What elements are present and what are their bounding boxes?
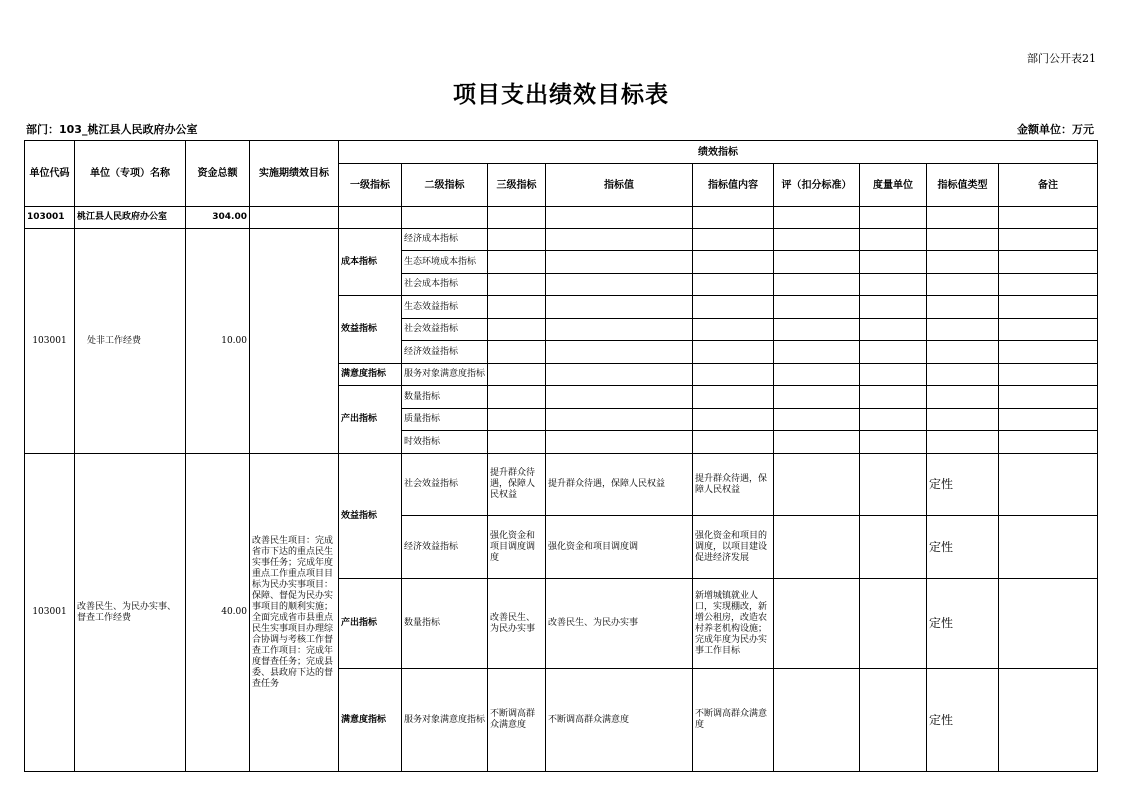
header-type: 指标值类型 [927,164,999,207]
project1-level2: 质量指标 [402,409,488,431]
project1-level2: 社会成本指标 [402,274,488,296]
project2-level3: 提升群众待遇，保障人民权益 [488,454,546,516]
project1-level1-output: 产出指标 [339,386,402,454]
header-level3: 三级指标 [488,164,546,207]
project2-name: 改善民生、为民办实事、督查工作经费 [75,454,186,772]
header-goal: 实施期绩效目标 [250,141,339,207]
project2-level3: 不断调高群众满意度 [488,669,546,772]
summary-name: 桃江县人民政府办公室 [75,207,186,229]
project2-type: 定性 [927,669,999,772]
summary-code: 103001 [25,207,75,229]
header-level1: 一级指标 [339,164,402,207]
performance-table [24,140,1098,772]
header-performance: 绩效指标 [339,141,1098,164]
project1-code: 103001 [25,229,75,454]
project1-name: 处非工作经费 [75,229,186,454]
project2-level2: 社会效益指标 [402,454,488,516]
project2-level2: 数量指标 [402,579,488,669]
project1-level2: 经济成本指标 [402,229,488,251]
amount-unit-label: 金额单位：万元 [1017,123,1094,136]
page-title: 项目支出绩效目标表 [453,82,669,108]
header-content: 指标值内容 [693,164,774,207]
project2-content: 新增城镇就业人口，实现棚改，新增公租房，改造农村养老机构设施；完成年度为民办实事工作目标 [693,579,774,669]
project2-value: 改善民生、为民办实事 [546,579,693,669]
header-measure: 度量单位 [860,164,927,207]
department-label: 部门：103_桃江县人民政府办公室 [26,123,198,136]
project2-level1-output: 产出指标 [339,579,402,669]
project1-level1-satisfaction: 满意度指标 [339,364,402,386]
project1-goal [250,229,339,454]
table-row [25,454,1098,516]
project2-level1-benefit: 效益指标 [339,454,402,579]
project2-goal: 改善民生项目：完成省市下达的重点民生实事任务；完成年度重点工作重点项目目标为民办实事项目：保障、督促为民办实事项目的顺利实施；全面完成省市县重点民生实事项目办理综合协调与考核工作督查工作项目：完成年度督查任务；完成县委、县政府下达的督查任务 [250,454,339,772]
project2-level2: 经济效益指标 [402,516,488,579]
project2-value: 不断调高群众满意度 [546,669,693,772]
project2-type: 定性 [927,516,999,579]
header-level2: 二级指标 [402,164,488,207]
project1-amount: 10.00 [186,229,250,454]
project2-type: 定性 [927,454,999,516]
project2-code: 103001 [25,454,75,772]
project1-level2: 时效指标 [402,431,488,454]
project2-content: 强化资金和项目的调度，以项目建设促进经济发展 [693,516,774,579]
header-total-funds: 资金总额 [186,141,250,207]
project1-level1-benefit: 效益指标 [339,296,402,364]
header-unit-name: 单位（专项）名称 [75,141,186,207]
table-row [25,229,1098,251]
project2-value: 强化资金和项目调度调 [546,516,693,579]
summary-row [25,207,1098,229]
project1-level1-cost: 成本指标 [339,229,402,296]
project2-value: 提升群众待遇，保障人民权益 [546,454,693,516]
project2-level1-satisfaction: 满意度指标 [339,669,402,772]
project2-level2: 服务对象满意度指标 [402,669,488,772]
project2-content: 提升群众待遇，保障人民权益 [693,454,774,516]
header-unit-code: 单位代码 [25,141,75,207]
project2-amount: 40.00 [186,454,250,772]
project1-level2: 生态效益指标 [402,296,488,319]
project2-level3: 改善民生、为民办实事 [488,579,546,669]
header-note: 备注 [999,164,1098,207]
header-value: 指标值 [546,164,693,207]
summary-amount: 304.00 [186,207,250,229]
project2-type: 定性 [927,579,999,669]
project2-content: 不断调高群众满意度 [693,669,774,772]
project2-level3: 强化资金和项目调度调度 [488,516,546,579]
project1-level2: 服务对象满意度指标 [402,364,488,386]
project1-level2: 社会效益指标 [402,319,488,341]
project1-level2: 数量指标 [402,386,488,409]
header-scoring: 评（扣分标准） [774,164,860,207]
project1-level2: 生态环境成本指标 [402,251,488,274]
page-number: 部门公开表21 [1027,52,1096,65]
project1-level2: 经济效益指标 [402,341,488,364]
